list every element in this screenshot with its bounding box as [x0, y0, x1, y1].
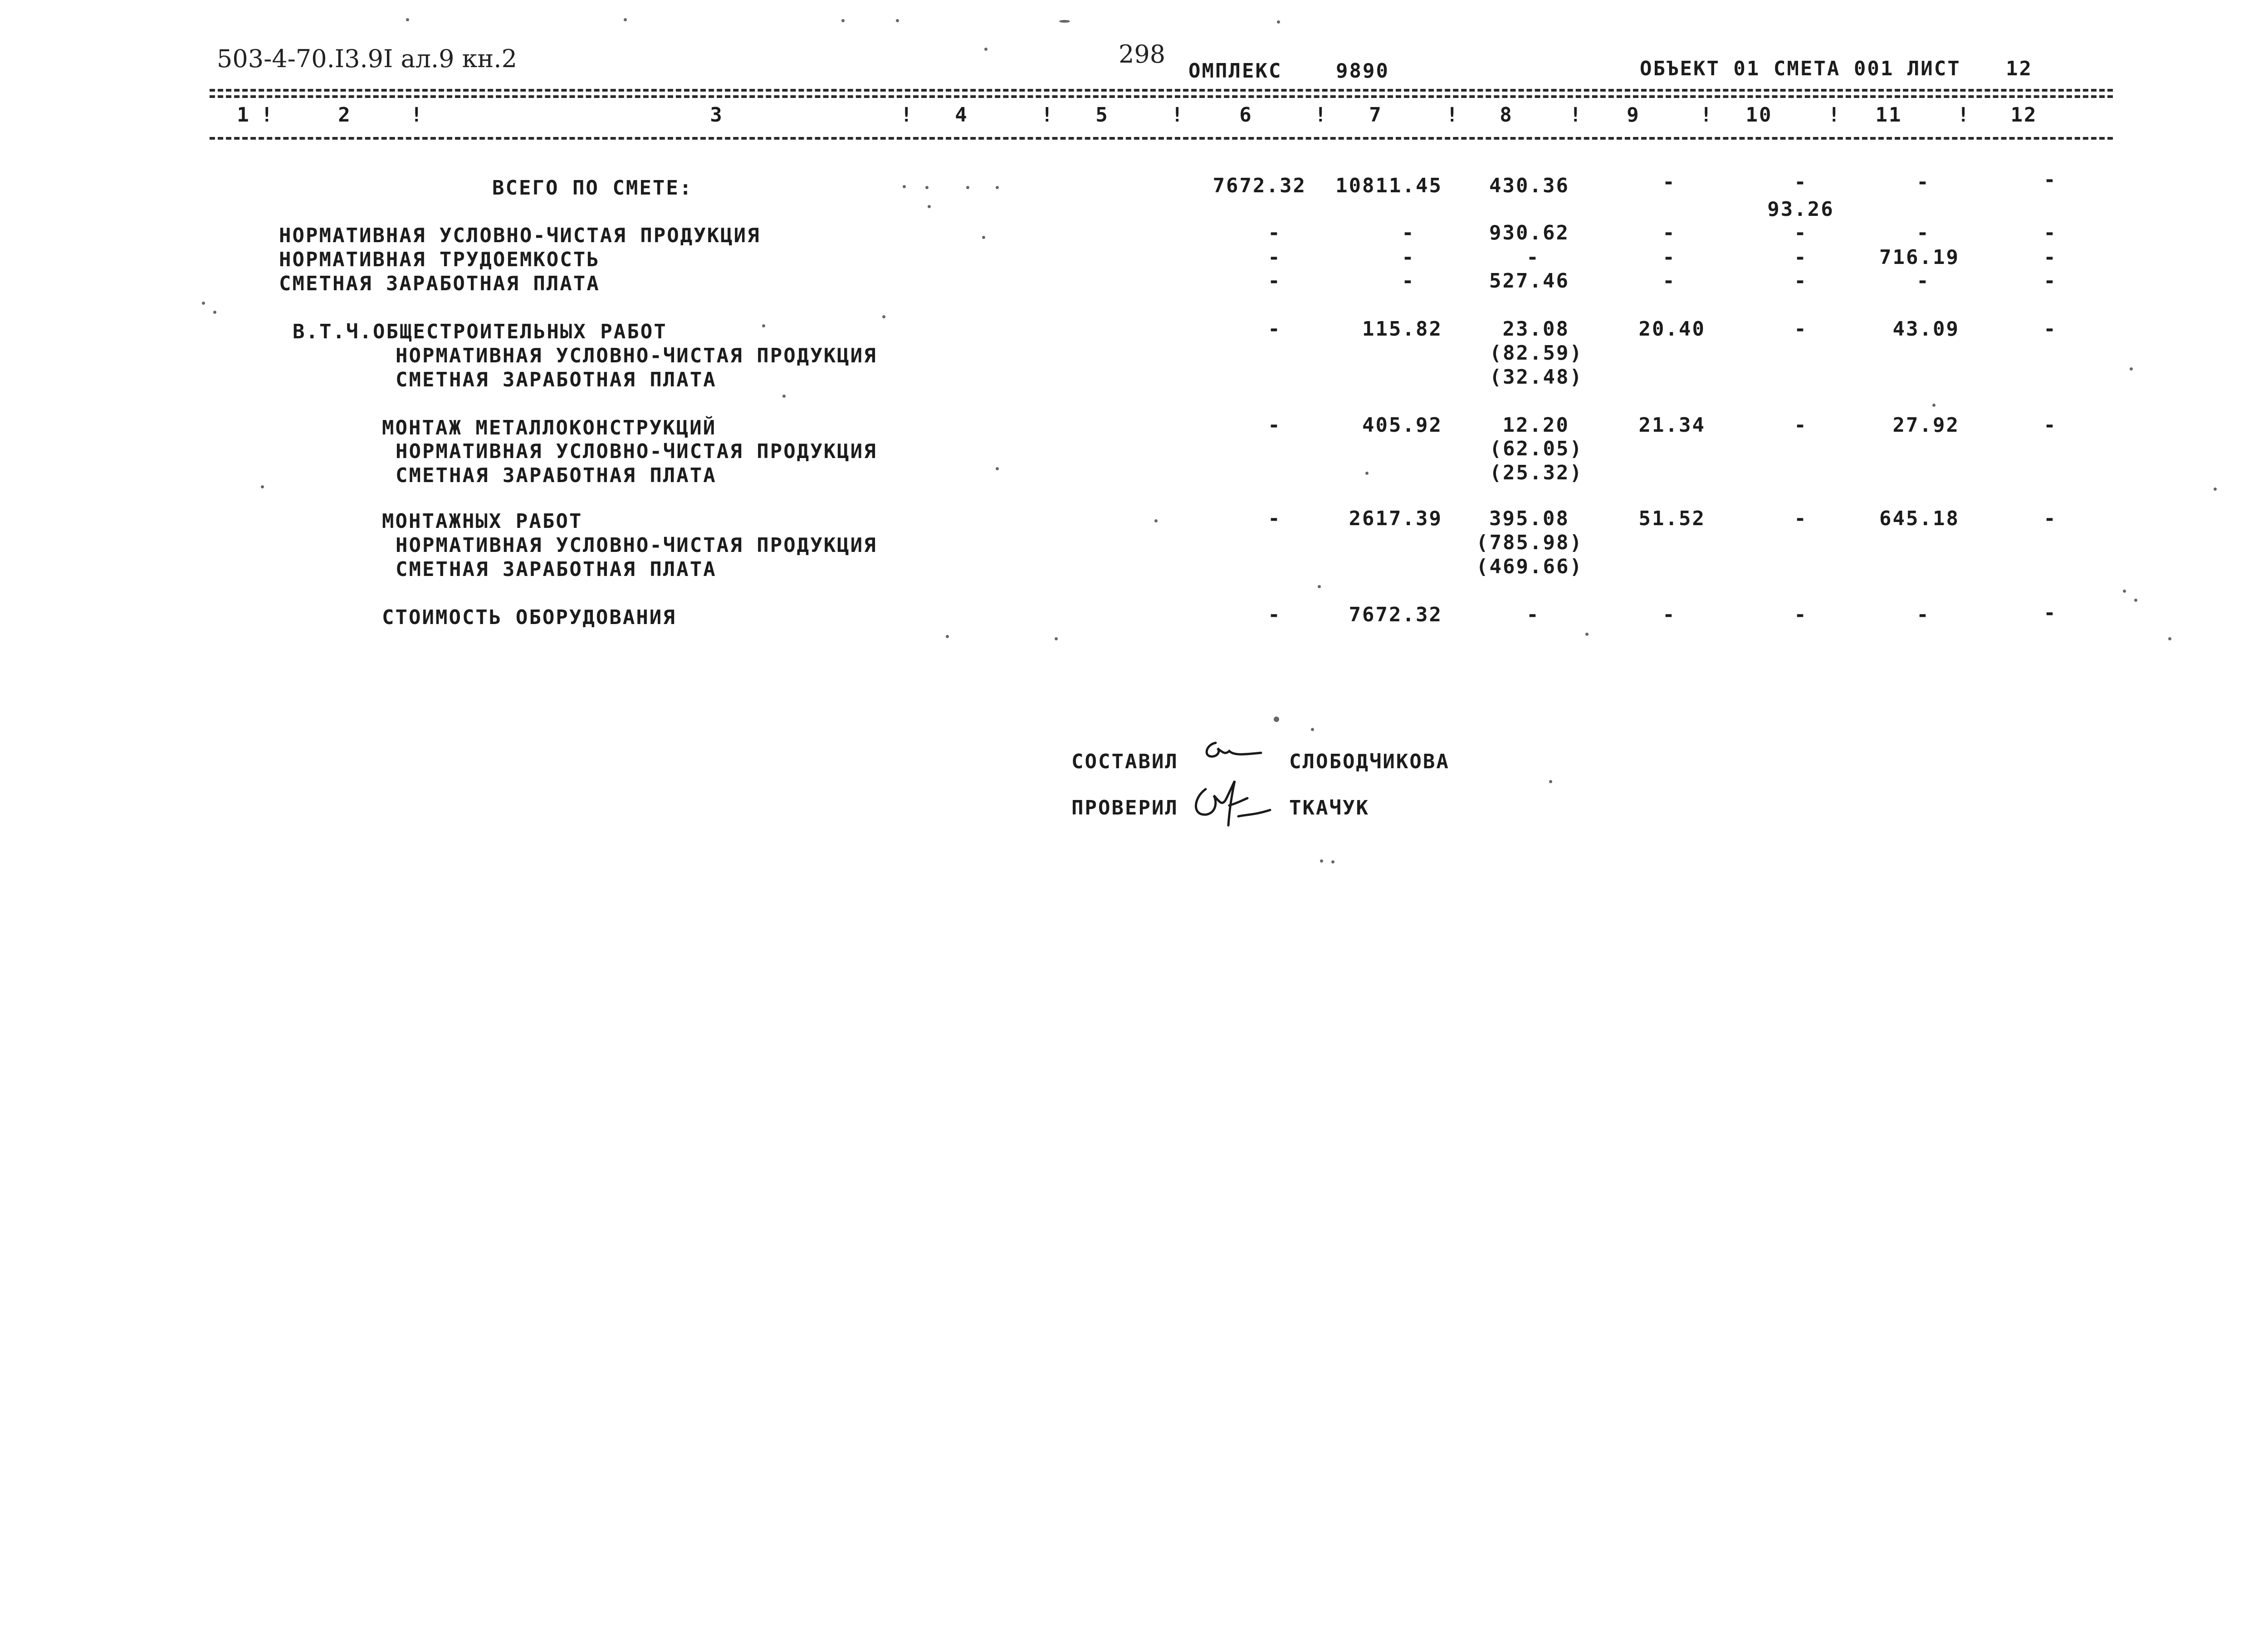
cell-col9: 21.34 [1638, 414, 1706, 437]
cell-col8: 430.36 [1489, 174, 1569, 197]
cell-col8-sub: (62.05) [1489, 437, 1583, 460]
row-sublabel: НОРМАТИВНАЯ УСЛОВНО-ЧИСТАЯ ПРОДУКЦИЯ [396, 440, 877, 463]
row-label: НОРМАТИВНАЯ ТРУДОЕМКОСТЬ [279, 248, 600, 271]
row-label: МОНТАЖ МЕТАЛЛОКОНСТРУКЦИЙ [382, 416, 717, 439]
page-number: 298 [1119, 40, 1166, 68]
cell-col11: - [1916, 603, 1930, 626]
cell-col10: - [1794, 317, 1808, 341]
cell-col8: 527.46 [1489, 269, 1569, 293]
cell-col9: - [1662, 171, 1676, 194]
complex-label: ОМПЛЕКС [1188, 59, 1282, 83]
cell-col11: 716.19 [1879, 246, 1960, 269]
row-sublabel: СМЕТНАЯ ЗАРАБОТНАЯ ПЛАТА [396, 464, 717, 487]
cell-col8-sub: (32.48) [1489, 366, 1583, 389]
cell-col8-sub: (469.66) [1476, 555, 1583, 578]
cell-col12: - [2043, 507, 2057, 530]
cell-col9: - [1662, 246, 1676, 269]
cell-col9: 51.52 [1638, 507, 1706, 530]
cell-col6: - [1268, 246, 1281, 269]
cell-col8: - [1526, 246, 1540, 269]
column-separator: ! [1446, 103, 1460, 127]
row-label: ВСЕГО ПО СМЕТЕ: [492, 176, 693, 200]
column-number: 1 [237, 103, 250, 127]
cell-col10: - [1794, 414, 1808, 437]
checked-label: ПРОВЕРИЛ [1071, 796, 1178, 819]
cell-col8: 23.08 [1502, 317, 1569, 341]
cell-col7: 2617.39 [1349, 507, 1442, 530]
cell-col12: - [2043, 246, 2057, 269]
cell-col9: - [1662, 269, 1676, 293]
checked-name: ТКАЧУК [1289, 796, 1369, 819]
column-separator: ! [1828, 103, 1842, 127]
column-separator: ! [1957, 103, 1971, 127]
column-separator: ! [411, 103, 424, 127]
complex-number: 9890 [1336, 59, 1389, 83]
column-separator: ! [261, 103, 274, 127]
cell-col12: - [2043, 414, 2057, 437]
row-sublabel: СМЕТНАЯ ЗАРАБОТНАЯ ПЛАТА [396, 558, 717, 581]
cell-col11: - [1916, 171, 1930, 194]
cell-col10: - [1794, 221, 1808, 244]
cell-col6: - [1268, 317, 1281, 341]
cell-col11: 645.18 [1879, 507, 1960, 530]
cell-col6: - [1268, 507, 1281, 530]
column-number: 3 [710, 103, 723, 127]
rule-bottom [210, 137, 2113, 140]
row-sublabel: НОРМАТИВНАЯ УСЛОВНО-ЧИСТАЯ ПРОДУКЦИЯ [396, 534, 877, 557]
cell-col8-sub: (25.32) [1489, 461, 1583, 484]
column-number: 4 [955, 103, 968, 127]
column-separator: ! [1041, 103, 1055, 127]
cell-col6: - [1268, 414, 1281, 437]
row-label: В.Т.Ч.ОБЩЕСТРОИТЕЛЬНЫХ РАБОТ [293, 320, 667, 343]
column-number: 9 [1627, 103, 1640, 127]
row-label: СМЕТНАЯ ЗАРАБОТНАЯ ПЛАТА [279, 272, 600, 295]
cell-col12: - [2043, 317, 2057, 341]
cell-col7: - [1402, 269, 1415, 293]
document-reference: 503-4-70.I3.9I ал.9 кн.2 [217, 44, 517, 73]
cell-col10: - [1794, 507, 1808, 530]
column-separator: ! [900, 103, 914, 127]
cell-col10: - [1794, 269, 1808, 293]
cell-col12: - [2043, 269, 2057, 293]
rule-top-2 [210, 95, 2113, 98]
compiled-name: СЛОБОДЧИКОВА [1289, 750, 1450, 773]
cell-col7: 10811.45 [1335, 174, 1442, 197]
sheet-number: 12 [2006, 57, 2033, 80]
cell-col8: 930.62 [1489, 221, 1569, 244]
object-estimate-line: ОБЪЕКТ 01 СМЕТА 001 ЛИСТ [1640, 57, 1961, 80]
cell-col8-sub: (785.98) [1476, 531, 1583, 554]
cell-col9: 20.40 [1638, 317, 1706, 341]
cell-col10: - [1794, 603, 1808, 626]
cell-col12: - [2043, 168, 2057, 191]
column-number: 11 [1875, 103, 1902, 127]
compiled-label: СОСТАВИЛ [1071, 750, 1178, 773]
cell-col8-sub: (82.59) [1489, 341, 1583, 365]
column-number: 12 [2010, 103, 2038, 127]
column-separator: ! [1569, 103, 1583, 127]
cell-col9: - [1662, 221, 1676, 244]
cell-col11: 27.92 [1892, 414, 1960, 437]
cell-col8: 395.08 [1489, 507, 1569, 530]
column-separator: ! [1171, 103, 1185, 127]
row-sublabel: НОРМАТИВНАЯ УСЛОВНО-ЧИСТАЯ ПРОДУКЦИЯ [396, 344, 877, 367]
cell-col12: - [2043, 221, 2057, 244]
checker-signature [1184, 771, 1275, 830]
cell-col8: 12.20 [1502, 414, 1569, 437]
row-label: МОНТАЖНЫХ РАБОТ [382, 510, 583, 533]
cell-col6: - [1268, 603, 1281, 626]
cell-col12: - [2043, 601, 2057, 624]
cell-col11: - [1916, 221, 1930, 244]
cell-col11: 43.09 [1892, 317, 1960, 341]
cell-col10: - [1794, 171, 1808, 194]
cell-col11: - [1916, 269, 1930, 293]
cell-col6: - [1268, 221, 1281, 244]
cell-col8: - [1526, 603, 1540, 626]
cell-col7: - [1402, 246, 1415, 269]
column-number: 8 [1500, 103, 1513, 127]
cell-col6: - [1268, 269, 1281, 293]
column-number: 2 [338, 103, 352, 127]
row-label: СТОИМОСТЬ ОБОРУДОВАНИЯ [382, 606, 676, 629]
column-number: 5 [1095, 103, 1109, 127]
cell-col9: - [1662, 603, 1676, 626]
cell-col10-extra: 93.26 [1767, 198, 1834, 221]
rule-top [210, 89, 2113, 92]
cell-col10: - [1794, 246, 1808, 269]
row-label: НОРМАТИВНАЯ УСЛОВНО-ЧИСТАЯ ПРОДУКЦИЯ [279, 224, 761, 247]
column-number: 7 [1369, 103, 1383, 127]
row-sublabel: СМЕТНАЯ ЗАРАБОТНАЯ ПЛАТА [396, 368, 717, 391]
column-separator: ! [1700, 103, 1714, 127]
cell-col7: - [1402, 221, 1415, 244]
cell-col7: 405.92 [1362, 414, 1442, 437]
column-separator: ! [1315, 103, 1328, 127]
cell-col6: 7672.32 [1212, 174, 1306, 197]
compiler-signature [1198, 735, 1270, 771]
cell-col7: 7672.32 [1349, 603, 1442, 626]
column-number: 10 [1745, 103, 1773, 127]
column-number: 6 [1239, 103, 1253, 127]
cell-col7: 115.82 [1362, 317, 1442, 341]
